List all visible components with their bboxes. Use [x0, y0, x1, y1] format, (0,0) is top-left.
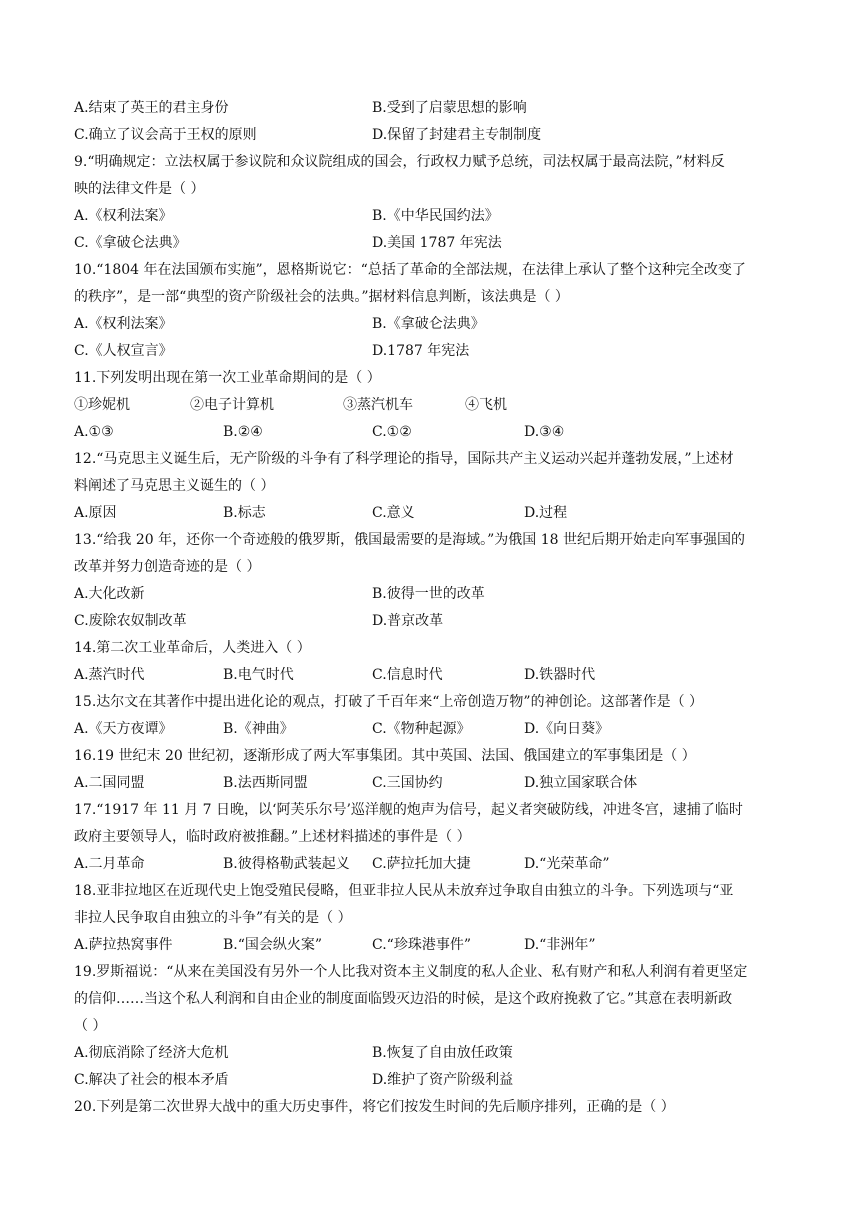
q9-option-b: B.《中华民国约法》 [372, 208, 499, 224]
q10-stem-line2: 的秩序”，是一部“典型的资产阶级社会的法典。”据材料信息判断，该法典是（ ） [74, 289, 569, 305]
q11-option-b: B.②④ [223, 424, 263, 440]
q11-item-1: ①珍妮机 [74, 397, 130, 413]
q12-option-b: B.标志 [223, 505, 266, 521]
q10-option-a: A.《权利法案》 [74, 316, 173, 332]
q11-stem: 11.下列发明出现在第一次工业革命期间的是（ ） [74, 370, 381, 386]
q12-stem-line2: 料阐述了马克思主义诞生的（ ） [74, 478, 275, 494]
q19-option-c: C.解决了社会的根本矛盾 [74, 1072, 229, 1088]
q13-option-c: C.废除农奴制改革 [74, 613, 187, 629]
q8-option-d: D.保留了封建君主专制制度 [372, 127, 542, 143]
q11-item-4: ④飞机 [465, 397, 507, 413]
q16-stem: 16.19 世纪末 20 世纪初，逐渐形成了两大军事集团。其中英国、法国、俄国建立的军事集团是（ ） [74, 748, 696, 764]
q16-option-a: A.二国同盟 [74, 775, 145, 791]
q9-option-d: D.美国 1787 年宪法 [372, 235, 502, 251]
q19-stem-line2: 的信仰……当这个私人利润和自由企业的制度面临毁灭边沿的时候，是这个政府挽救了它。”其意在表明新政 [74, 991, 733, 1007]
q14-option-b: B.电气时代 [223, 667, 294, 683]
q19-stem-line3: （ ） [74, 1018, 107, 1034]
q11-option-c: C.①② [372, 424, 412, 440]
q8-option-a: A.结束了英王的君主身份 [74, 100, 229, 116]
q15-option-b: B.《神曲》 [223, 721, 294, 737]
q9-stem-line2: 映的法律文件是（ ） [74, 181, 205, 197]
q12-option-a: A.原因 [74, 505, 117, 521]
q11-option-a: A.①③ [74, 424, 114, 440]
q10-stem-line1: 10.“1804 年在法国颁布实施”，恩格斯说它：“总括了革命的全部法规，在法律上承认了整个这种完全改变了 [74, 262, 746, 278]
q10-option-c: C.《人权宣言》 [74, 343, 173, 359]
q15-option-d: D.《向日葵》 [524, 721, 610, 737]
q12-option-d: D.过程 [524, 505, 568, 521]
q13-option-d: D.普京改革 [372, 613, 444, 629]
q17-stem-line2: 政府主要领导人，临时政府被推翻。”上述材料描述的事件是（ ） [74, 829, 471, 845]
q17-option-c: C.萨拉托加大捷 [372, 856, 471, 872]
q8-option-c: C.确立了议会高于王权的原则 [74, 127, 257, 143]
q11-item-3: ③蒸汽机车 [343, 397, 413, 413]
q16-option-b: B.法西斯同盟 [223, 775, 308, 791]
q10-option-b: B.《拿破仑法典》 [372, 316, 485, 332]
q19-option-d: D.维护了资产阶级利益 [372, 1072, 514, 1088]
q18-stem-line1: 18.亚非拉地区在近现代史上饱受殖民侵略，但亚非拉人民从未放弃过争取自由独立的斗争。下列选项与“亚 [74, 883, 734, 899]
q9-stem-line1: 9.“明确规定：立法权属于参议院和众议院组成的国会，行政权力赋予总统，司法权属于最高法院，”材料反 [74, 154, 725, 170]
q19-option-a: A.彻底消除了经济大危机 [74, 1045, 229, 1061]
q15-stem: 15.达尔文在其著作中提出进化论的观点，打破了千百年来“上帝创造万物”的神创论。这部著作是（ ） [74, 694, 704, 710]
q8-option-b: B.受到了启蒙思想的影响 [372, 100, 527, 116]
q19-option-b: B.恢复了自由放任政策 [372, 1045, 513, 1061]
q11-item-2: ②电子计算机 [190, 397, 274, 413]
q9-option-a: A.《权利法案》 [74, 208, 173, 224]
q11-option-d: D.③④ [524, 424, 565, 440]
q19-stem-line1: 19.罗斯福说：“从来在美国没有另外一个人比我对资本主义制度的私人企业、私有财产和私人利润有着更坚定 [74, 964, 748, 980]
q13-stem-line1: 13.“给我 20 年，还你一个奇迹般的俄罗斯，俄国最需要的是海域。”为俄国 18 世纪后期开始走向军事强国的 [74, 532, 746, 548]
q18-option-a: A.萨拉热窝事件 [74, 937, 173, 953]
q14-option-c: C.信息时代 [372, 667, 443, 683]
q13-option-a: A.大化改新 [74, 586, 145, 602]
q14-option-a: A.蒸汽时代 [74, 667, 145, 683]
q18-option-c: C.“珍珠港事件” [372, 937, 471, 953]
q18-stem-line2: 非拉人民争取自由独立的斗争”有关的是（ ） [74, 910, 352, 926]
q15-option-c: C.《物种起源》 [372, 721, 471, 737]
q10-option-d: D.1787 年宪法 [372, 343, 470, 359]
q14-stem: 14.第二次工业革命后，人类进入（ ） [74, 640, 311, 656]
q17-option-a: A.二月革命 [74, 856, 145, 872]
q12-option-c: C.意义 [372, 505, 415, 521]
q13-stem-line2: 改革并努力创造奇迹的是（ ） [74, 559, 261, 575]
q16-option-d: D.独立国家联合体 [524, 775, 638, 791]
q20-stem: 20.下列是第二次世界大战中的重大历史事件，将它们按发生时间的先后顺序排列，正确的是（ ） [74, 1099, 675, 1115]
q18-option-b: B.“国会纵火案” [223, 937, 323, 953]
q17-option-b: B.彼得格勒武装起义 [223, 856, 350, 872]
q9-option-c: C.《拿破仑法典》 [74, 235, 187, 251]
q17-option-d: D.“光荣革命” [524, 856, 610, 872]
q16-option-c: C.三国协约 [372, 775, 443, 791]
q13-option-b: B.彼得一世的改革 [372, 586, 485, 602]
q18-option-d: D.“非洲年” [524, 937, 596, 953]
q17-stem-line1: 17.“1917 年 11 月 7 日晚，以‘阿芙乐尔号’巡洋舰的炮声为信号，起义者突破防线，冲进冬宫，逮捕了临时 [74, 802, 743, 818]
q15-option-a: A.《天方夜谭》 [74, 721, 173, 737]
q12-stem-line1: 12.“马克思主义诞生后，无产阶级的斗争有了科学理论的指导，国际共产主义运动兴起并蓬勃发展，”上述材 [74, 451, 734, 467]
q14-option-d: D.铁器时代 [524, 667, 596, 683]
